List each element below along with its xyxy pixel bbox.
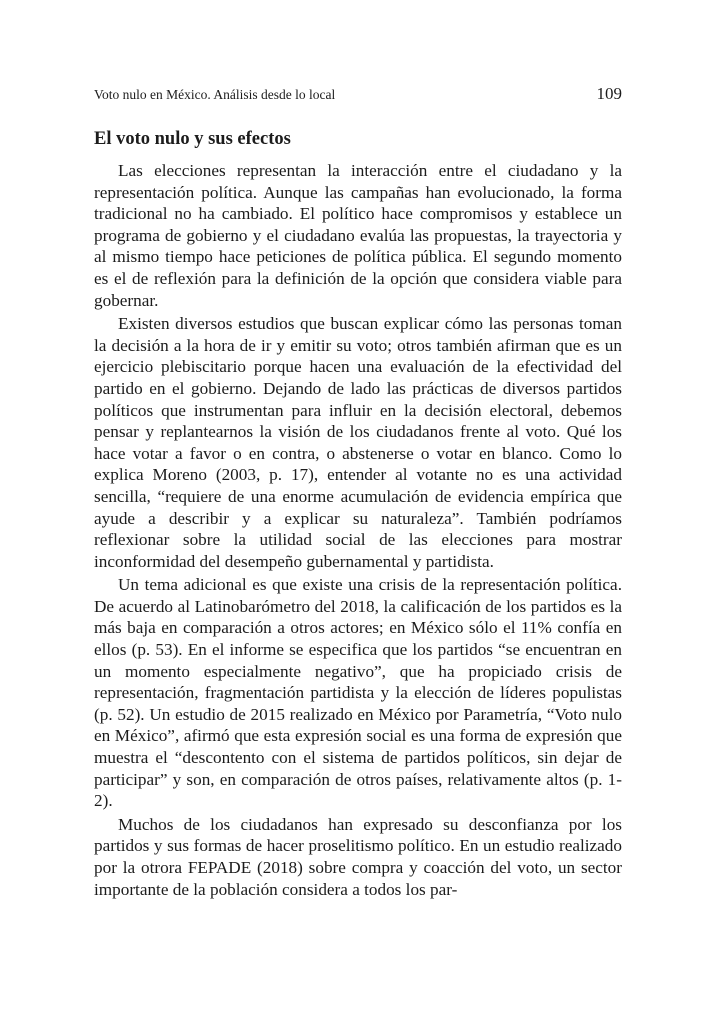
- page-number: 109: [596, 84, 622, 103]
- section-heading: El voto nulo y sus efectos: [94, 129, 291, 149]
- running-title: Voto nulo en México. Análisis desde lo local: [94, 87, 336, 102]
- paragraph-3: Un tema adicional es que existe una crisis de la representación política. De acuerdo al Latinobarómetro del 2018, la calificación de los partidos es la más baja en comparación a otros actores; en México sólo el 11% confía en ellos (p. 53). En el informe se especifica que los partidos “se encuentran en un momento especialmente negativo”, que ha propiciado crisis de representación, fragmentación partidista y la elección de líderes populistas (p. 52). Un estudio de 2015 realizado en México por Parametría, “Voto nulo en México”, afirmó que esta expresión social es una forma de expresión que muestra el “descontento con el sistema de partidos políticos, sin dejar de participar” y son, en comparación de otros países, relativamente altos (p. 1-2).: [94, 575, 622, 811]
- paragraph-2: Existen diversos estudios que buscan explicar cómo las personas toman la decisión a la hora de ir y emitir su voto; otros también afirman que es un ejercicio plebiscitario porque hacen una evaluación de la efectividad del partido en el gobierno. Dejando de lado las prácticas de diversos partidos políticos que instrumentan para influir en la decisión electoral, debemos pensar y replantearnos la visión de los ciudadanos frente al voto. Qué los hace votar a favor o en contra, o abstenerse o votar en blanco. Como lo explica Moreno (2003, p. 17), entender al votante no es una actividad sencilla, “requiere de una enorme acumulación de evidencia empírica que ayude a describir y a explicar su naturaleza”. También podríamos reflexionar sobre la utilidad social de las elecciones para mostrar inconformidad del desempeño gubernamental y partidista.: [94, 314, 622, 571]
- body-text: [94, 160, 622, 900]
- paragraph-1: Las elecciones representan la interacción entre el ciudadano y la representación política. Aunque las campañas han evolucionado, la forma tradicional no ha cambiado. El político hace compromisos y establece un programa de gobierno y el ciudadano evalúa las propuestas, la trayectoria y al mismo tiempo hace peticiones de política pública. El segundo momento es el de reflexión para la definición de la opción que considera viable para gobernar.: [94, 161, 622, 310]
- running-header: [94, 84, 622, 108]
- paragraph-4: Muchos de los ciudadanos han expresado su desconfianza por los partidos y sus formas de hacer proselitismo político. En un estudio realizado por la otrora FEPADE (2018) sobre compra y coacción del voto, un sector importante de la población considera a todos los par-: [94, 814, 622, 899]
